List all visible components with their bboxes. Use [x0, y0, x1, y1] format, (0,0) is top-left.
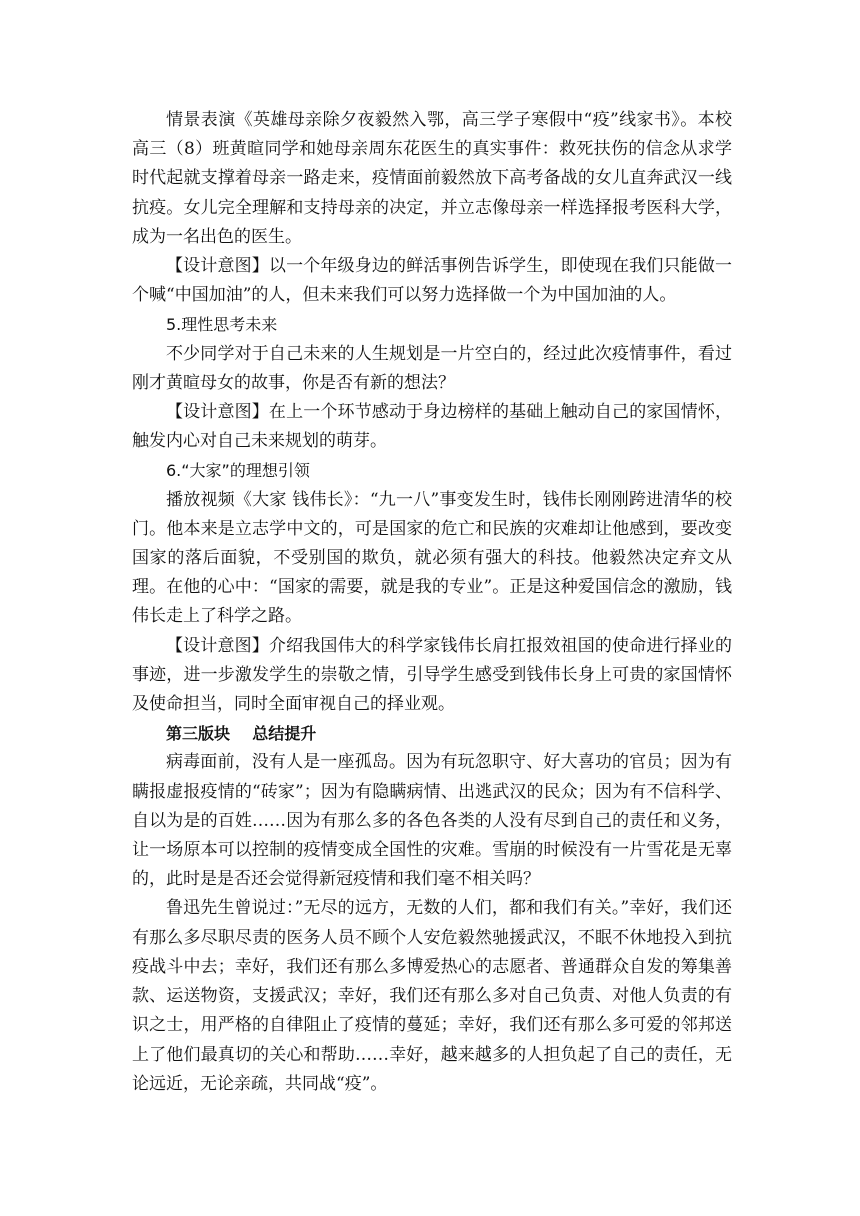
section-heading-part-three: 第三版块 总结提升 [166, 724, 317, 744]
paragraph-qian-weichang: 播放视频《大家 钱伟长》：“九一八”事变发生时，钱伟长刚刚跨进清华的校门。他本来是立志学中文的，可是国家的危亡和民族的灾难却让他感到，要改变国家的落后面貌，不受别国的欺负，就必须有强大的科技。他毅然决定弃文从理。在他的心中：“国家的需要，就是我的专业”。正是这种爱国信念的激励，钱伟长走上了科学之路。 [132, 489, 732, 627]
paragraph-scenario-performance: 情景表演《英雄母亲除夕夜毅然入鄂，高三学子寒假中“疫”线家书》。本校高三（8）班黄暄同学和她母亲周东花医生的真实事件：救死扶伤的信念从求学时代起就支撑着母亲一路走来，疫情面前毅然放下高考备战的女儿直奔武汉一线抗疫。女儿完全理解和支持母亲的决定，并立志像母亲一样选择报考医科大学，成为一名出色的医生。 [132, 110, 732, 247]
section-heading-5: 5.理性思考未来 [166, 315, 278, 335]
section-heading-6: 6.“大家”的理想引领 [166, 461, 310, 481]
paragraph-design-intent-3: 【设计意图】介绍我国伟大的科学家钱伟长肩扛报效祖国的使命进行择业的事迹，进一步激发学生的崇敬之情，引导学生感受到钱伟长身上可贵的家国情怀及使命担当，同时全面审视自己的择业观。 [132, 635, 732, 715]
document-body [132, 106, 732, 1099]
paragraph-future-thinking: 不少同学对于自己未来的人生规划是一片空白的，经过此次疫情事件，看过刚才黄暄母女的故事，你是否有新的想法？ [132, 343, 732, 393]
paragraph-lu-xun-quote: 鲁迅先生曾说过：”无尽的远方，无数的人们，都和我们有关。”幸好，我们还有那么多尽职尽责的医务人员不顾个人安危毅然驰援武汉，不眠不休地投入到抗疫战斗中去；幸好，我们还有那么多博爱热心的志愿者、普通群众自发的筹集善款、运送物资，支援武汉；幸好，我们还有那么多对自己负责、对他人负责的有识之士，用严格的自律阻止了疫情的蔓延；幸好，我们还有那么多可爱的邻邦送上了他们最真切的关心和帮助……幸好，越来越多的人担负起了自己的责任，无论远近，无论亲疏，共同战“疫”。 [132, 898, 732, 1094]
paragraph-no-island: 病毒面前，没有人是一座孤岛。因为有玩忽职守、好大喜功的官员；因为有瞒报虚报疫情的“砖家”；因为有隐瞒病情、出逃武汉的民众；因为有不信科学、自以为是的百姓……因为有那么多的各色各类的人没有尽到自己的责任和义务，让一场原本可以控制的疫情变成全国性的灾难。雪崩的时候没有一片雪花是无辜的，此时是是否还会觉得新冠疫情和我们毫不相关吗？ [132, 752, 732, 890]
paragraph-design-intent-1: 【设计意图】以一个年级身边的鲜活事例告诉学生，即使现在我们只能做一个喊“中国加油”的人，但未来我们可以努力选择做一个为中国加油的人。 [132, 256, 732, 306]
paragraph-design-intent-2: 【设计意图】在上一个环节感动于身边榜样的基础上触动自己的家国情怀，触发内心对自己未来规划的萌芽。 [132, 402, 732, 452]
